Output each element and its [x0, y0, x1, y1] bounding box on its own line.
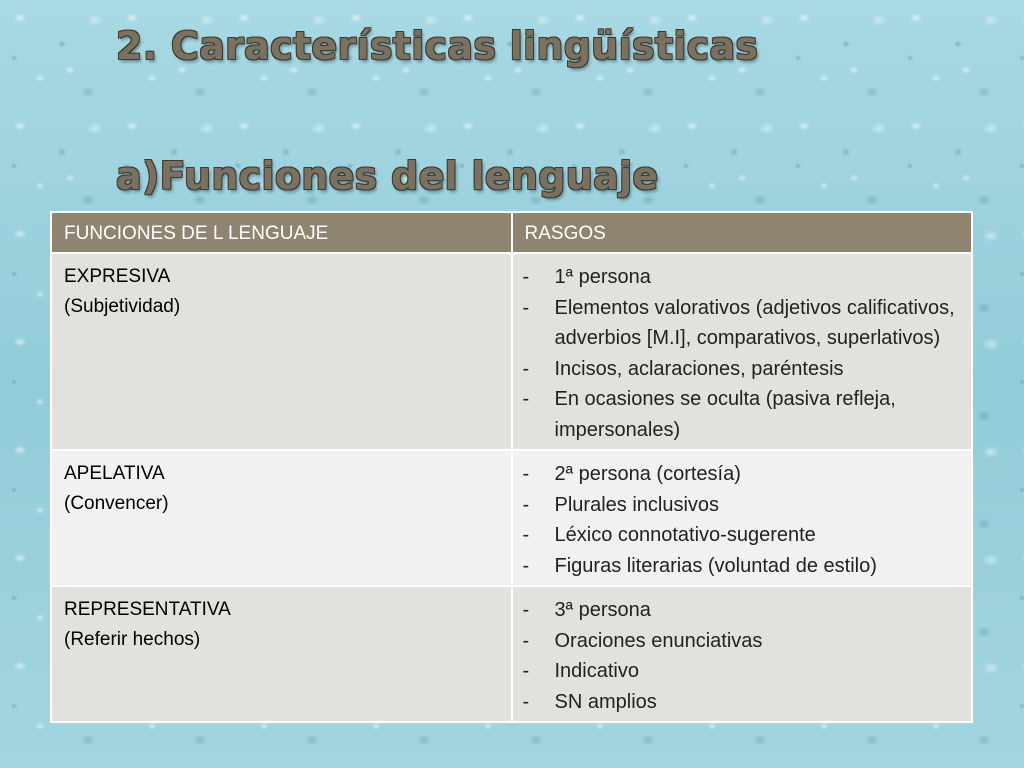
rasgos-cell: [512, 586, 973, 722]
rasgo-text: 3ª persona: [554, 599, 651, 621]
list-item: [523, 595, 960, 626]
list-item: [523, 656, 960, 687]
rasgo-text: Indicativo: [554, 660, 639, 682]
list-item: [523, 520, 960, 551]
list-item: [523, 354, 960, 385]
bullet-dash: -: [522, 493, 530, 516]
table-row-representativa: [51, 586, 972, 722]
rasgos-list: [523, 459, 960, 581]
list-item: [523, 626, 960, 657]
rasgos-list: [523, 595, 960, 717]
rasgos-cell: [512, 253, 973, 450]
list-item: [523, 687, 960, 718]
bullet-dash: -: [522, 690, 530, 713]
rasgo-text: Figuras literarias (voluntad de estilo): [554, 554, 877, 577]
function-cell: [51, 450, 512, 586]
bullet-dash: -: [522, 554, 530, 577]
rasgo-text: En ocasiones se oculta (pasiva refleja, impersonales): [554, 388, 896, 441]
function-cell: [51, 586, 512, 722]
list-item: [523, 459, 960, 490]
bullet-dash: -: [522, 388, 530, 410]
bullet-dash: -: [522, 524, 530, 546]
function-description: (Referir hechos): [64, 629, 201, 650]
table-row-apelativa: [51, 450, 972, 586]
function-name: REPRESENTATIVA: [64, 599, 231, 620]
list-item: [523, 293, 960, 354]
rasgo-text: Incisos, aclaraciones, paréntesis: [554, 357, 844, 380]
list-item: [523, 490, 960, 521]
slide-title: 2. Características lingüísticas: [116, 24, 759, 68]
rasgo-text: Elementos valorativos (adjetivos calificativos, adverbios [M.I], comparativos, superlativos): [554, 296, 955, 349]
bullet-dash: -: [522, 599, 530, 621]
rasgo-text: Oraciones enunciativas: [554, 629, 763, 652]
function-description: (Subjetividad): [64, 296, 181, 317]
function-cell: [51, 253, 512, 450]
function-name: EXPRESIVA: [64, 266, 171, 287]
functions-table-container: [50, 211, 973, 723]
rasgo-text: 1ª persona: [554, 266, 651, 288]
bullet-dash: -: [522, 463, 530, 485]
rasgo-text: 2ª persona (cortesía): [554, 463, 741, 485]
list-item: [523, 384, 960, 445]
functions-table: [50, 211, 973, 723]
rasgo-text: Plurales inclusivos: [554, 493, 720, 516]
rasgo-text: SN amplios: [554, 690, 657, 713]
header-rasgos: RASGOS: [512, 212, 973, 253]
function-name: APELATIVA: [64, 463, 165, 484]
table-row-expresiva: [51, 253, 972, 450]
table-header-row: [51, 212, 972, 253]
function-description: (Convencer): [64, 493, 169, 514]
bullet-dash: -: [522, 660, 530, 682]
header-funciones: FUNCIONES DE L LENGUAJE: [51, 212, 512, 253]
bullet-dash: -: [522, 357, 530, 380]
rasgos-list: [523, 262, 960, 445]
bullet-dash: -: [522, 629, 530, 652]
bullet-dash: -: [522, 266, 530, 288]
list-item: [523, 551, 960, 582]
bullet-dash: -: [522, 296, 530, 319]
list-item: [523, 262, 960, 293]
slide-subtitle: a)Funciones del lenguaje: [116, 154, 659, 198]
rasgos-cell: [512, 450, 973, 586]
rasgo-text: Léxico connotativo-sugerente: [554, 524, 816, 546]
